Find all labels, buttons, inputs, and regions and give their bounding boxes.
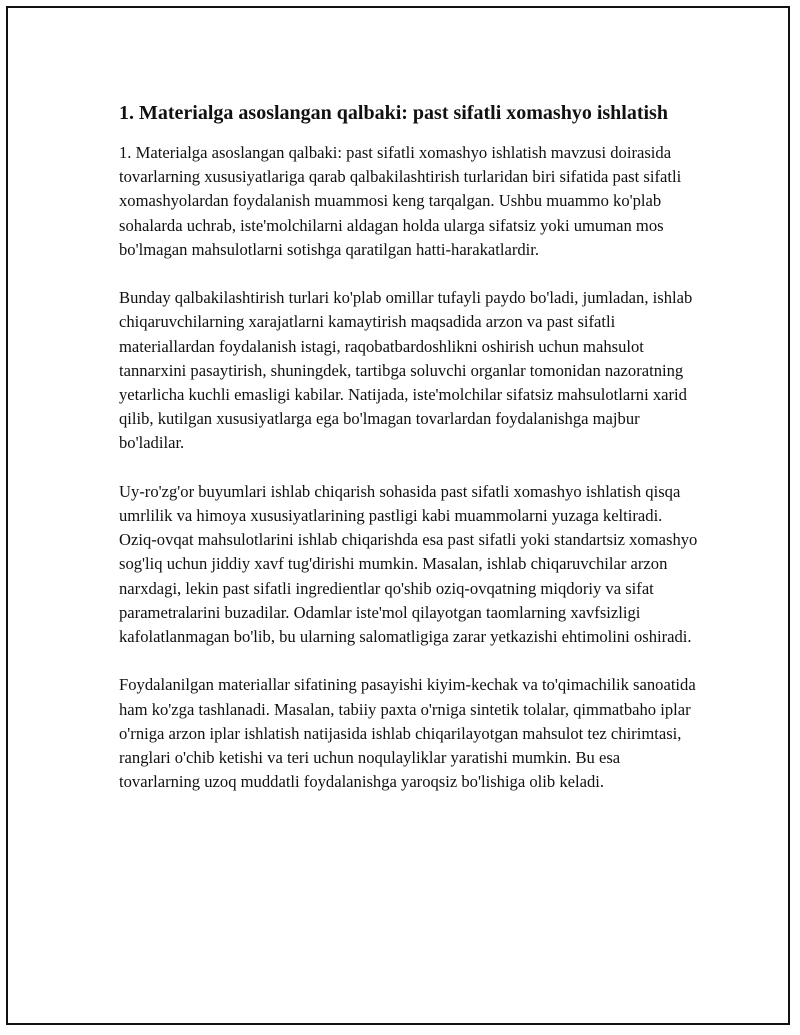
paragraph-4: Foydalanilgan materiallar sifatining pasayishi kiyim-kechak va to'qimachilik sanoatida ham ko'zga tashlanadi. Masalan, tabiiy paxta o'rniga sintetik tolalar, qimmatbaho iplar o'rniga arzon iplar ishlatish natijasida ishlab chiqarilayotgan mahsulot tez chirimtasi, ranglari o'chib ketishi va teri uchun noqulayliklar yaratishi mumkin. Bu esa tovarlarning uzoq muddatli foydalanishga yaroqsiz bo'lishiga olib keladi. <box>119 675 696 792</box>
page-frame <box>6 6 790 1025</box>
paragraph-2: Bunday qalbakilashtirish turlari ko'plab omillar tufayli paydo bo'ladi, jumladan, ishlab chiqaruvchilarning xarajatlarni kamaytirish maqsadida arzon va past sifatli materiallardan foydalanish istagi, raqobatbardoshlikni oshirish uchun mahsulot tannarxini pasaytirish, shuningdek, tartibga soluvchi organlar tomonidan nazoratning yetarlicha kuchli emasligi kabilar. Natijada, iste'molchilar sifatsiz mahsulotlarni xarid qilib, kutilgan xususiyatlarga ega bo'lmagan tovarlardan foydalanishga majbur bo'ladilar. <box>119 288 693 453</box>
paragraph-1: 1. Materialga asoslangan qalbaki: past sifatli xomashyo ishlatish mavzusi doirasida tovarlarning xususiyatlariga qarab qalbakilashtirish turlaridan biri sifatida past sifatli xomashyolardan foydalanish muammosi keng tarqalgan. Ushbu muammo ko'plab sohalarda uchrab, iste'molchilarni aldagan holda ularga sifatsiz yoki umuman mos bo'lmagan mahsulotlarni sotishga qaratilgan hatti-harakatlardir. <box>119 143 682 259</box>
document-title: 1. Materialga asoslangan qalbaki: past sifatli xomashyo ishlatish <box>119 102 668 124</box>
document-body <box>119 100 699 819</box>
paragraph-3: Uy-ro'zg'or buyumlari ishlab chiqarish sohasida past sifatli xomashyo ishlatish qisqa umrlilik va himoya xususiyatlarining pastligi kabi muammolarni yuzaga keltiradi. Oziq-ovqat mahsulotlarini ishlab chiqarishda esa past sifatli yoki standartsiz xomashyo sog'liq uchun jiddiy xavf tug'dirishi mumkin. Masalan, ishlab chiqaruvchilar arzon narxdagi, lekin past sifatli ingredientlar qo'shib oziq-ovqatning miqdoriy va sifat parametralarini buzadilar. Odamlar iste'mol qilayotgan taomlarning xavfsizligi kafolatlanmagan bo'lib, bu ularning salomatligiga zarar yetkazishi ehtimolini oshiradi. <box>119 481 698 647</box>
